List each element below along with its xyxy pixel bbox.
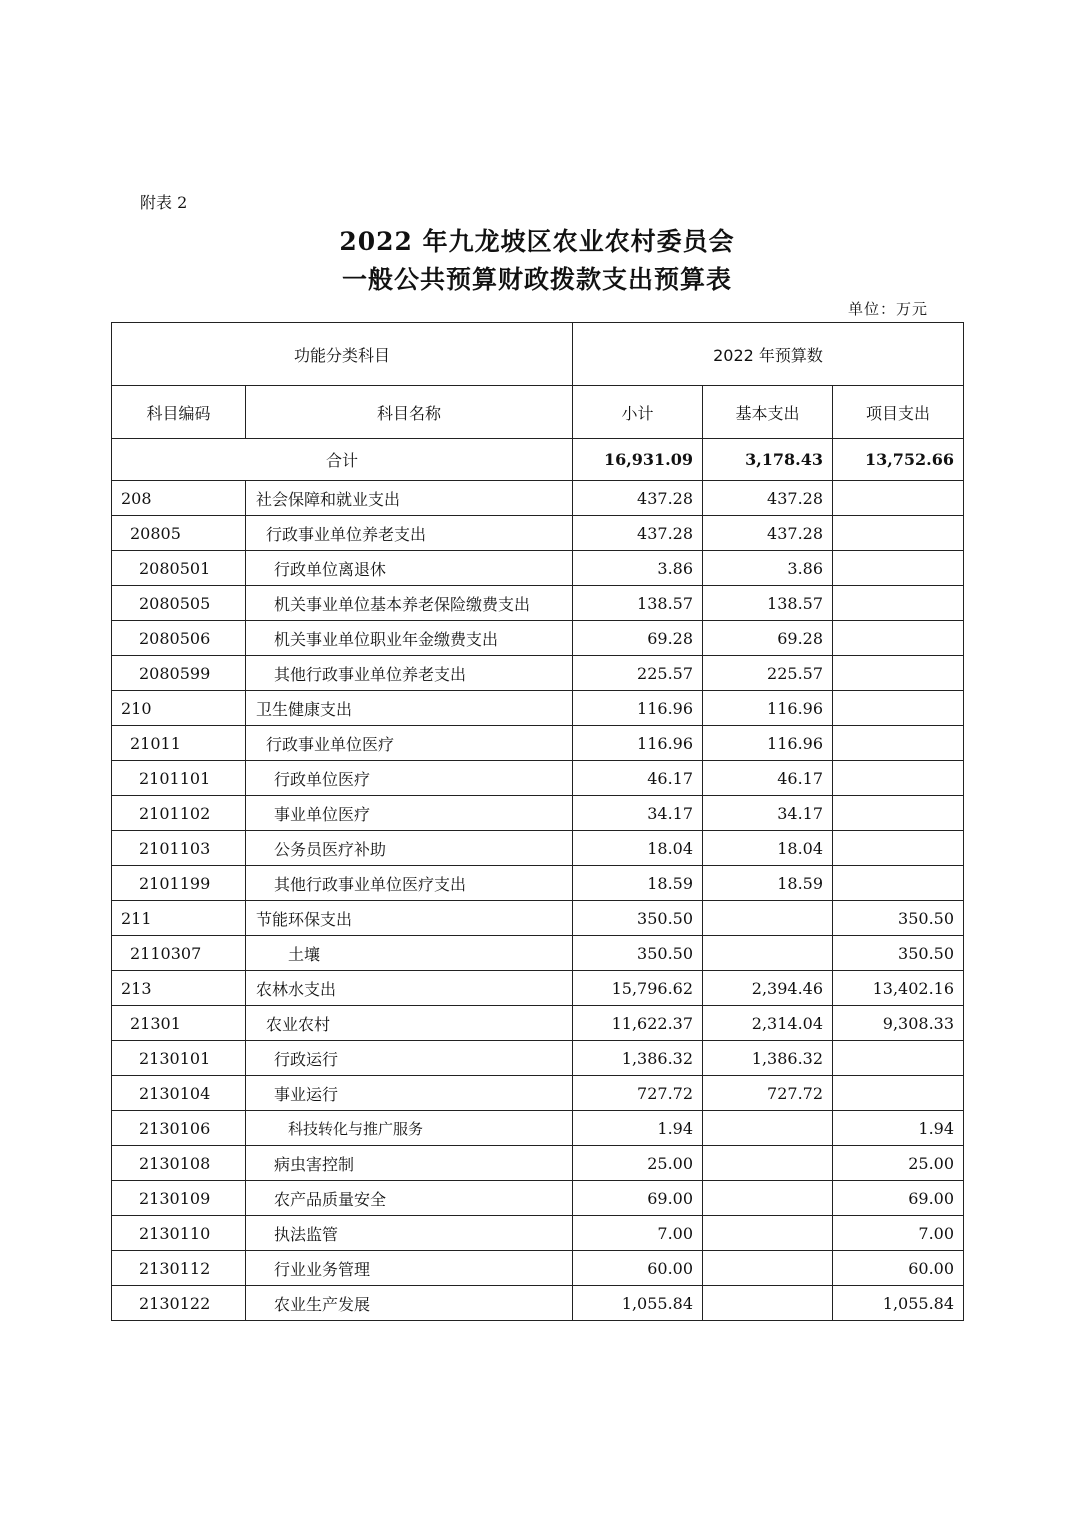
row-basic [703, 1146, 833, 1181]
row-subtotal: 15,796.62 [573, 971, 703, 1006]
row-name: 卫生健康支出 [246, 691, 573, 726]
table-row [112, 1146, 964, 1181]
table-row [112, 516, 964, 551]
table-row [112, 656, 964, 691]
table-row [112, 586, 964, 621]
row-project [833, 481, 964, 516]
row-basic: 437.28 [703, 481, 833, 516]
row-project [833, 586, 964, 621]
row-name: 土壤 [246, 936, 573, 971]
row-project: 25.00 [833, 1146, 964, 1181]
header-functional: 功能分类科目 [112, 323, 573, 386]
row-name: 事业运行 [246, 1076, 573, 1111]
row-project: 1,055.84 [833, 1286, 964, 1321]
row-project: 350.50 [833, 901, 964, 936]
page-subtitle: 一般公共预算财政拨款支出预算表 [341, 265, 732, 294]
header-code: 科目编码 [112, 386, 246, 439]
row-code: 210 [112, 691, 246, 726]
row-project: 7.00 [833, 1216, 964, 1251]
table-row [112, 1111, 964, 1146]
row-project: 1.94 [833, 1111, 964, 1146]
row-basic: 2,314.04 [703, 1006, 833, 1041]
row-code: 20805 [112, 516, 246, 551]
total-subtotal: 16,931.09 [573, 439, 703, 481]
row-subtotal: 350.50 [573, 936, 703, 971]
row-name: 执法监管 [246, 1216, 573, 1251]
row-project [833, 1041, 964, 1076]
row-project: 69.00 [833, 1181, 964, 1216]
row-subtotal: 69.00 [573, 1181, 703, 1216]
row-subtotal: 116.96 [573, 726, 703, 761]
table-row [112, 1041, 964, 1076]
row-name: 其他行政事业单位养老支出 [246, 656, 573, 691]
row-subtotal: 18.59 [573, 866, 703, 901]
row-project [833, 796, 964, 831]
row-project [833, 831, 964, 866]
row-name: 社会保障和就业支出 [246, 481, 573, 516]
row-project [833, 691, 964, 726]
row-name: 行政单位离退休 [246, 551, 573, 586]
row-subtotal: 18.04 [573, 831, 703, 866]
header-subtotal: 小计 [573, 386, 703, 439]
row-basic [703, 1181, 833, 1216]
row-project: 9,308.33 [833, 1006, 964, 1041]
header-budget: 2022 年预算数 [573, 323, 964, 386]
row-basic: 727.72 [703, 1076, 833, 1111]
row-basic: 2,394.46 [703, 971, 833, 1006]
page-title: 2022 年九龙坡区农业农村委员会 [339, 227, 735, 256]
row-basic: 34.17 [703, 796, 833, 831]
row-subtotal: 34.17 [573, 796, 703, 831]
row-project [833, 761, 964, 796]
total-basic: 3,178.43 [703, 439, 833, 481]
unit-label: 单位：万元 [848, 300, 929, 318]
row-code: 2130108 [112, 1146, 246, 1181]
table-row [112, 936, 964, 971]
table-row [112, 1181, 964, 1216]
row-subtotal: 69.28 [573, 621, 703, 656]
row-code: 2080506 [112, 621, 246, 656]
row-subtotal: 1.94 [573, 1111, 703, 1146]
row-name: 农产品质量安全 [246, 1181, 573, 1216]
row-name: 行政事业单位医疗 [246, 726, 573, 761]
row-basic: 18.04 [703, 831, 833, 866]
row-basic: 138.57 [703, 586, 833, 621]
row-subtotal: 727.72 [573, 1076, 703, 1111]
row-project [833, 551, 964, 586]
row-basic: 116.96 [703, 726, 833, 761]
row-subtotal: 138.57 [573, 586, 703, 621]
row-subtotal: 225.57 [573, 656, 703, 691]
row-code: 2110307 [112, 936, 246, 971]
header-basic: 基本支出 [703, 386, 833, 439]
row-name: 机关事业单位职业年金缴费支出 [246, 621, 573, 656]
row-basic [703, 1251, 833, 1286]
table-row [112, 831, 964, 866]
row-project [833, 516, 964, 551]
row-code: 2101103 [112, 831, 246, 866]
row-project: 350.50 [833, 936, 964, 971]
table-row [112, 1006, 964, 1041]
row-subtotal: 437.28 [573, 516, 703, 551]
row-project [833, 866, 964, 901]
table-row [112, 866, 964, 901]
row-subtotal: 1,386.32 [573, 1041, 703, 1076]
table-row [112, 971, 964, 1006]
attachment-label: 附表 2 [140, 193, 188, 212]
row-code: 21011 [112, 726, 246, 761]
row-basic: 116.96 [703, 691, 833, 726]
row-subtotal: 7.00 [573, 1216, 703, 1251]
row-project [833, 726, 964, 761]
row-name: 其他行政事业单位医疗支出 [246, 866, 573, 901]
row-basic: 46.17 [703, 761, 833, 796]
table-row [112, 1286, 964, 1321]
row-name: 节能环保支出 [246, 901, 573, 936]
table-row [112, 481, 964, 516]
header-name: 科目名称 [246, 386, 573, 439]
table-row [112, 726, 964, 761]
table-row [112, 761, 964, 796]
row-name: 机关事业单位基本养老保险缴费支出 [246, 586, 573, 621]
row-subtotal: 437.28 [573, 481, 703, 516]
header-project: 项目支出 [833, 386, 964, 439]
row-code: 2130104 [112, 1076, 246, 1111]
row-subtotal: 1,055.84 [573, 1286, 703, 1321]
table-row [112, 796, 964, 831]
row-code: 21301 [112, 1006, 246, 1041]
row-subtotal: 11,622.37 [573, 1006, 703, 1041]
row-project [833, 656, 964, 691]
row-subtotal: 25.00 [573, 1146, 703, 1181]
row-code: 211 [112, 901, 246, 936]
row-project: 60.00 [833, 1251, 964, 1286]
row-basic: 3.86 [703, 551, 833, 586]
row-code: 2130109 [112, 1181, 246, 1216]
row-name: 公务员医疗补助 [246, 831, 573, 866]
row-project [833, 621, 964, 656]
table-row [112, 551, 964, 586]
row-name: 科技转化与推广服务 [246, 1111, 573, 1146]
table-row [112, 621, 964, 656]
row-code: 2101199 [112, 866, 246, 901]
header-row-2 [112, 386, 964, 439]
row-basic [703, 901, 833, 936]
row-code: 2101102 [112, 796, 246, 831]
row-subtotal: 350.50 [573, 901, 703, 936]
row-basic: 437.28 [703, 516, 833, 551]
row-name: 农业生产发展 [246, 1286, 573, 1321]
row-code: 2130122 [112, 1286, 246, 1321]
row-code: 208 [112, 481, 246, 516]
row-subtotal: 46.17 [573, 761, 703, 796]
row-basic: 1,386.32 [703, 1041, 833, 1076]
row-subtotal: 60.00 [573, 1251, 703, 1286]
header-row-1 [112, 323, 964, 386]
row-name: 农林水支出 [246, 971, 573, 1006]
row-name: 行政单位医疗 [246, 761, 573, 796]
row-code: 2130112 [112, 1251, 246, 1286]
table-row [112, 1076, 964, 1111]
total-project: 13,752.66 [833, 439, 964, 481]
table-row [112, 901, 964, 936]
row-code: 2130110 [112, 1216, 246, 1251]
row-subtotal: 3.86 [573, 551, 703, 586]
row-code: 2101101 [112, 761, 246, 796]
row-code: 2130101 [112, 1041, 246, 1076]
table-row [112, 691, 964, 726]
row-basic [703, 1286, 833, 1321]
row-basic [703, 1111, 833, 1146]
row-name: 行政事业单位养老支出 [246, 516, 573, 551]
row-basic: 69.28 [703, 621, 833, 656]
row-name: 行业业务管理 [246, 1251, 573, 1286]
row-name: 农业农村 [246, 1006, 573, 1041]
total-label: 合计 [112, 439, 573, 481]
row-basic [703, 1216, 833, 1251]
row-project [833, 1076, 964, 1111]
row-code: 2080505 [112, 586, 246, 621]
row-code: 2080599 [112, 656, 246, 691]
row-name: 病虫害控制 [246, 1146, 573, 1181]
budget-table [111, 322, 964, 1321]
table-body [112, 481, 964, 1321]
table-row [112, 1216, 964, 1251]
row-basic: 18.59 [703, 866, 833, 901]
row-project: 13,402.16 [833, 971, 964, 1006]
total-row [112, 439, 964, 481]
row-code: 2130106 [112, 1111, 246, 1146]
row-name: 行政运行 [246, 1041, 573, 1076]
row-subtotal: 116.96 [573, 691, 703, 726]
table-row [112, 1251, 964, 1286]
row-name: 事业单位医疗 [246, 796, 573, 831]
row-basic: 225.57 [703, 656, 833, 691]
row-code: 213 [112, 971, 246, 1006]
row-basic [703, 936, 833, 971]
row-code: 2080501 [112, 551, 246, 586]
